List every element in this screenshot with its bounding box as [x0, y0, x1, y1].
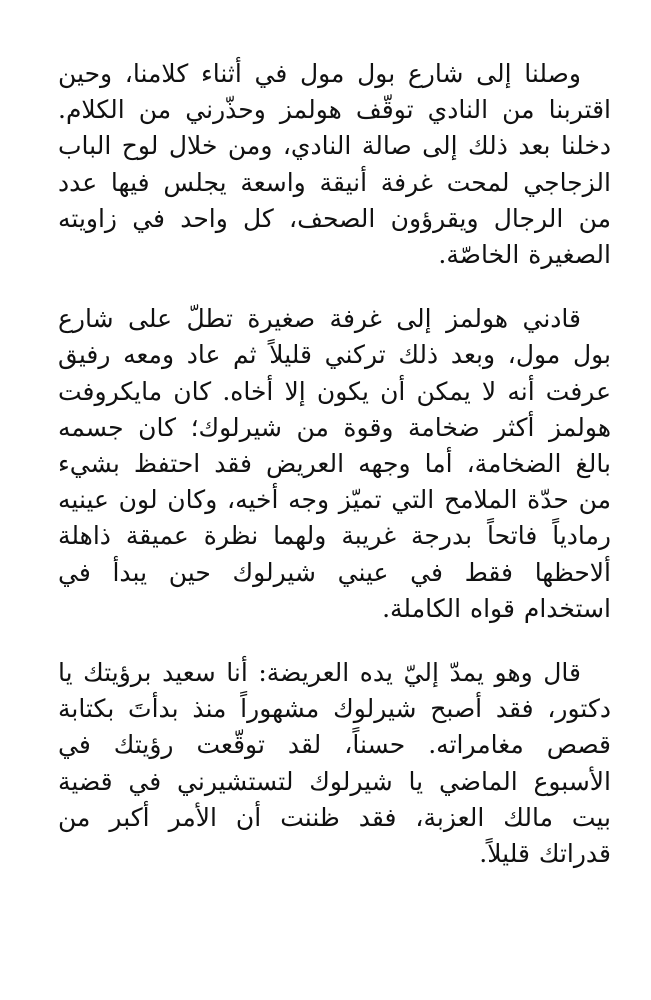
paragraph-mycroft-greeting: قال وهو يمدّ إليّ يده العريضة: أنا سعيد برؤيتك يا دكتور، فقد أصبح شيرلوك مشهوراً منذ بدأتَ بكتابة قصص مغامراته. حسناً، لقد توقّعت رؤيتك في الأسبوع الماضي يا شيرلوك لتستشيرني في قضية بيت مالك العزبة، فقد ظننت أن الأمر أكبر من قدراتك قليلاً. [58, 658, 611, 869]
paragraph-mycroft-description: قادني هولمز إلى غرفة صغيرة تطلّ على شارع بول مول، وبعد ذلك تركني قليلاً ثم عاد ومعه رفيق عرفت أنه لا يمكن أن يكون إلا أخاه. كان مايكروفت هولمز أكثر ضخامة وقوة من شيرلوك؛ كان جسمه بالغ الضخامة، أما وجهه العريض فقد احتفظ بشيء من حدّة الملامح التي تميّز وجه أخيه، وكان لون عينيه رمادياً فاتحاً بدرجة غريبة ولهما نظرة عميقة ذاهلة ألاحظها فقط في عيني شيرلوك حين يبدأ في استخدام قواه الكاملة. [58, 304, 611, 623]
paragraph-arrival-at-club: وصلنا إلى شارع بول مول في أثناء كلامنا، وحين اقتربنا من النادي توقّف هولمز وحذّرني من الكلام. دخلنا بعد ذلك إلى صالة النادي، ومن خلال لوح الباب الزجاجي لمحت غرفة أنيقة واسعة يجلس فيها عدد من الرجال ويقرؤون الصحف، كل واحد في زاويته الصغيرة الخاصّة. [58, 59, 611, 270]
